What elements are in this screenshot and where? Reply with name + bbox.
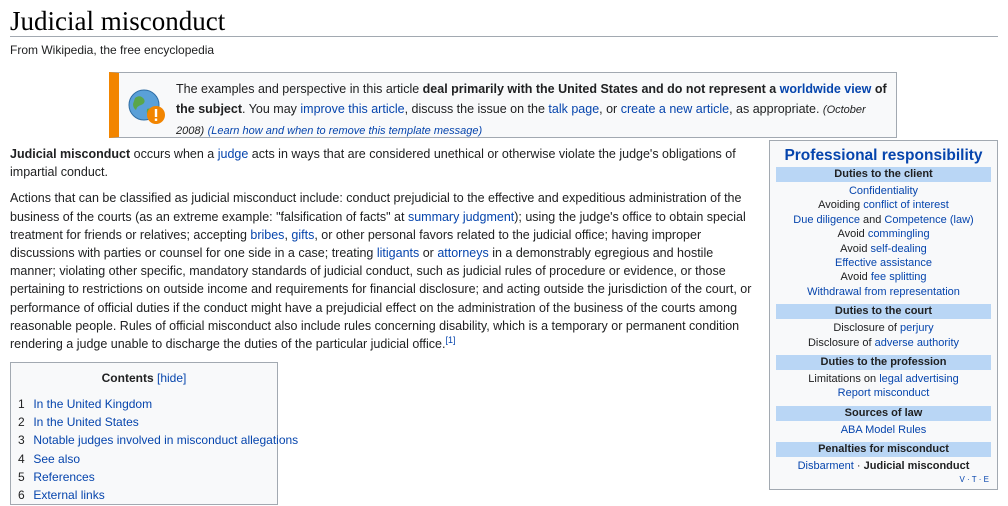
toc-link-references[interactable]: References	[33, 469, 95, 484]
navbox-item	[770, 270, 997, 284]
toc-link-external-links[interactable]: External links	[33, 488, 105, 503]
talk-template-link[interactable]: T	[971, 475, 977, 484]
notice-text-3: , discuss the issue on the	[404, 102, 549, 116]
notice-text-1: The examples and perspective in this article	[176, 82, 423, 96]
legal-advertising-link[interactable]: legal advertising	[879, 373, 959, 386]
p1-text-a: occurs when a	[130, 147, 218, 161]
toc-item[interactable]	[18, 431, 299, 449]
navbox-item	[770, 459, 997, 473]
notice-text-2: . You may	[242, 102, 301, 116]
navbox-item	[770, 336, 997, 350]
toc-number: 3	[18, 433, 25, 448]
toc-item[interactable]	[18, 395, 277, 413]
perjury-link[interactable]: perjury	[900, 322, 934, 335]
adverse-authority-link[interactable]: adverse authority	[874, 336, 960, 349]
toc-number: 2	[18, 415, 25, 430]
title-divider	[10, 36, 998, 37]
p1-text-b: acts in ways that are considered unethical or otherwise violate the judge's obligations of impartial conduct.	[10, 147, 736, 180]
notice-text-4: , or	[599, 102, 621, 116]
toc-hide-toggle[interactable]: [hide]	[156, 371, 187, 385]
notice-text	[176, 79, 896, 141]
competence-link[interactable]: Competence (law)	[884, 213, 974, 226]
withdrawal-link[interactable]: Withdrawal from representation	[807, 285, 960, 298]
toc-number: 4	[18, 451, 25, 466]
p2-text-f: in a demonstrably egregious and hostile manner; violating other specific, mandatory standards of judicial conduct, such as judicial rules of procedure or evidence, or those pertaining to restrictions on outside income and requirements for financial disclosure; and acting outside the jurisdiction of the court, or performance of official duties if the conduct might have a prejudicial effect on the administration of the business of the courts among reasonable people. Rules of official misconduct also include rules concerning disability, which is a temporary or permanent condition rendering a judge unable to discharge the duties of the particular judicial office.	[10, 246, 752, 352]
paragraph-2	[10, 189, 756, 353]
notice-text-5: , as appropriate.	[729, 102, 823, 116]
navbox-item	[770, 386, 997, 400]
conflict-of-interest-link[interactable]: conflict of interest	[863, 199, 949, 212]
attorneys-link[interactable]: attorneys	[437, 246, 489, 261]
avoiding-text: Avoiding	[818, 199, 864, 212]
navbox-group-court: Duties to the court	[776, 304, 991, 319]
disclosure-text: Disclosure of	[807, 336, 875, 349]
article-body	[10, 145, 756, 361]
toc-title: Contents	[101, 371, 154, 385]
notice-date: (October 2008)	[176, 104, 866, 137]
toc-item[interactable]	[18, 468, 277, 486]
p2-text-b: ); using the judge's office to obtain special treatment for friends or relatives; accepting	[10, 209, 746, 242]
report-misconduct-link[interactable]: Report misconduct	[837, 387, 930, 400]
judge-link[interactable]: judge	[217, 147, 249, 161]
gifts-link[interactable]: gifts	[291, 227, 315, 242]
navbox-item	[770, 321, 997, 335]
paragraph-1	[10, 145, 756, 181]
notice-bold-2: of the subject	[176, 82, 887, 116]
navbox-item	[770, 423, 997, 437]
bold-term: Judicial misconduct	[10, 147, 131, 161]
and-text: and	[859, 213, 885, 226]
commingling-link[interactable]: commingling	[867, 228, 930, 241]
navbox-item	[770, 242, 997, 256]
p2-text-c: ,	[284, 227, 292, 242]
talk-page-link[interactable]: talk page	[548, 102, 600, 116]
toc-link-notable-judges[interactable]: Notable judges involved in misconduct allegations	[33, 433, 299, 448]
navbox-item	[770, 184, 997, 198]
reference-1-link[interactable]: [1]	[445, 334, 456, 345]
toc-number: 6	[18, 488, 25, 503]
navbox-item	[770, 213, 997, 227]
effective-assistance-link[interactable]: Effective assistance	[834, 257, 932, 270]
navbox-item	[770, 256, 997, 270]
edit-template-link[interactable]: E	[983, 475, 989, 484]
limitations-text: Limitations on	[808, 373, 880, 386]
toc-link-uk[interactable]: In the United Kingdom	[33, 397, 153, 411]
toc-list	[18, 395, 299, 504]
navbox-group-penalties: Penalties for misconduct	[776, 442, 991, 457]
confidentiality-link[interactable]: Confidentiality	[848, 185, 919, 197]
disclosure-text: Disclosure of	[833, 322, 900, 335]
navbox-group-sources: Sources of law	[776, 406, 991, 421]
current-page-label: Judicial misconduct	[863, 460, 970, 473]
self-dealing-link[interactable]: self-dealing	[870, 242, 927, 255]
navbox-vte: V · T · E	[959, 475, 989, 484]
globalize-notice	[109, 72, 897, 138]
toc-heading	[11, 370, 277, 386]
professional-responsibility-navbox	[769, 140, 998, 490]
aba-model-rules-link[interactable]: ABA Model Rules	[840, 423, 927, 436]
bribes-link[interactable]: bribes	[250, 227, 285, 242]
p2-text-a: Actions that can be classified as judicial misconduct include: conduct prejudicial to the effective and expeditious administration of the business of the courts (as an extreme example: "falsification of facts" at	[10, 191, 742, 224]
navbox-item	[770, 372, 997, 386]
navbox-item	[770, 285, 997, 299]
toc-item[interactable]	[18, 486, 277, 504]
navbox-group-profession: Duties to the profession	[776, 355, 991, 370]
navbox-item	[770, 227, 997, 241]
disbarment-link[interactable]: Disbarment	[797, 460, 854, 473]
improve-article-link[interactable]: improve this article	[300, 102, 405, 116]
avoid-text: Avoid	[837, 228, 868, 241]
toc-link-see-also[interactable]: See also	[33, 451, 81, 466]
separator-dot: ·	[853, 460, 864, 473]
avoid-text: Avoid	[840, 242, 871, 255]
globe-warning-icon	[127, 87, 167, 127]
site-tagline: From Wikipedia, the free encyclopedia	[10, 43, 215, 57]
worldwide-view-link[interactable]: worldwide view	[779, 82, 872, 96]
p2-text-d: , or other personal favors related to the judicial office; having improper discussions with parties or counsel for one side in a case; treating	[10, 227, 702, 261]
toc-number: 1	[18, 397, 25, 411]
table-of-contents	[10, 362, 299, 505]
navbox-item	[770, 198, 997, 212]
navbox-title[interactable]: Professional responsibility	[784, 147, 983, 164]
toc-number: 5	[18, 469, 25, 484]
learn-remove-link[interactable]: (Learn how and when to remove this template message)	[207, 125, 483, 137]
notice-bold-1: deal primarily with the United States and do not represent a	[422, 82, 780, 96]
due-diligence-link[interactable]: Due diligence	[793, 213, 860, 226]
summary-judgment-link[interactable]: summary judgment	[407, 209, 515, 224]
litigants-link[interactable]: litigants	[376, 246, 420, 261]
avoid-text: Avoid	[840, 271, 871, 284]
toc-item[interactable]	[18, 450, 277, 468]
page-title: Judicial misconduct	[10, 6, 226, 36]
toc-item[interactable]	[18, 413, 277, 431]
create-article-link[interactable]: create a new article	[620, 102, 730, 116]
fee-splitting-link[interactable]: fee splitting	[870, 271, 927, 284]
view-template-link[interactable]: V	[959, 475, 965, 484]
toc-link-us[interactable]: In the United States	[33, 415, 139, 430]
p2-text-e: or	[419, 246, 438, 261]
navbox-group-client: Duties to the client	[776, 167, 991, 182]
